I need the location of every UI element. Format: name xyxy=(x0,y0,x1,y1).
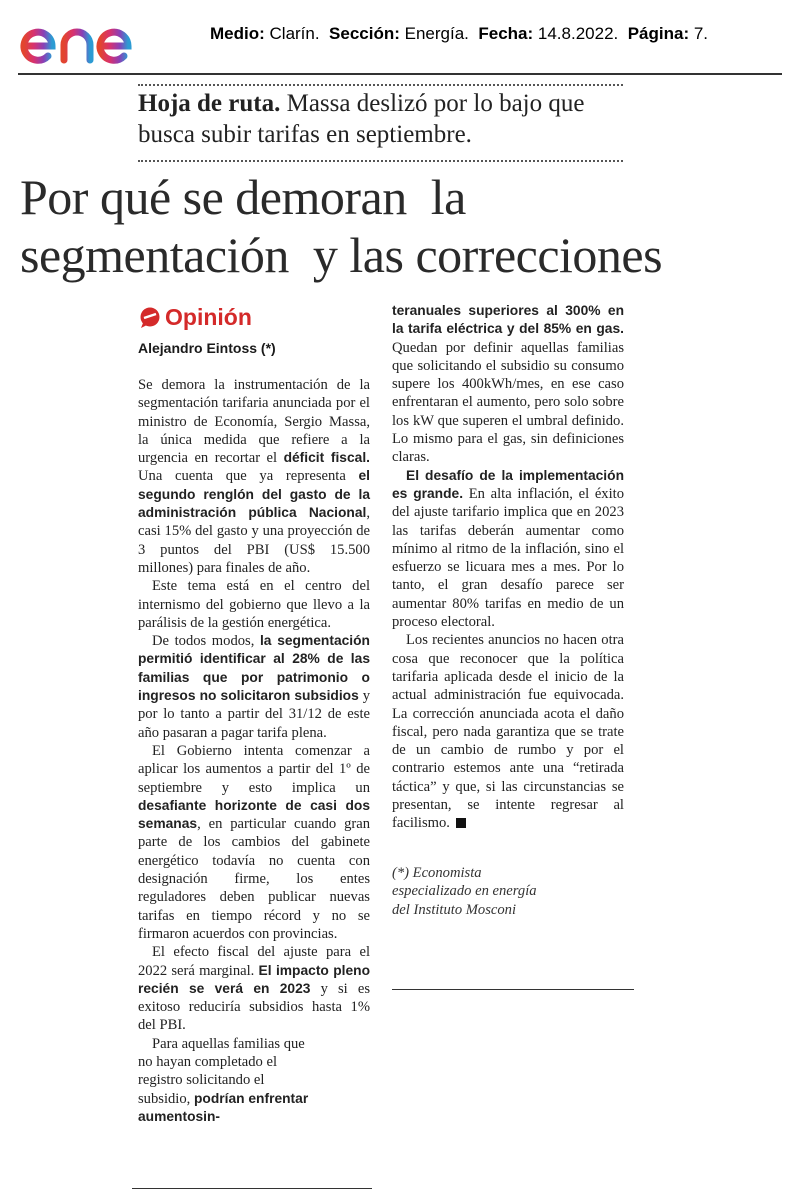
paragraph: El Gobierno intenta comenzar a aplicar los aumentos a partir del 1º de septiembre y esto implica un desafiante horizonte de casi dos semanas, en particular cuando gran parte de los cambios del gabinete energético todavía no cuenta con designación firme, los entes reguladores deben publicar nuevas tarifas en tiempo récord y no se firmaron acuerdos con provincias. xyxy=(138,742,370,942)
column-1-end-rule xyxy=(132,1188,372,1189)
paragraph: Este tema está en el centro del internismo del gobierno que llevo a la parálisis de la gestión energética. xyxy=(138,578,370,631)
kicker xyxy=(138,88,623,150)
paragraph: El desafío de la implementación es grande. En alta inflación, el éxito del ajuste tarifario implica que en 2023 las tarifas deberán aumentar como mínimo al ritmo de la inflación, sino el esfuerzo se licuara mes a mes. Por lo tanto, el gran desafío parece ser aumentar 80% tarifas en medio de un proceso electoral. xyxy=(392,467,624,631)
section-label: Opinión xyxy=(138,302,252,332)
column-1 xyxy=(138,376,370,1126)
kicker-lead: Hoja de ruta. xyxy=(138,90,281,117)
headline: Por qué se demoran la segmentación y las correcciones xyxy=(20,169,663,283)
column-2 xyxy=(392,302,624,833)
paragraph: Los recientes anuncios no hacen otra cosa que reconocer que la política tarifaria aplicada desde el inicio de la actual administración fue equivocada. La corrección anunciada acota el daño fiscal, pero nada garantiza que se trate de un cambio de rumbo y por el contrario estemos ante una “retirada táctica” y que, si las circunstancias se presentan, se intente regresar al facilismo. xyxy=(392,632,624,832)
paragraph: De todos modos, la segmentación permitió identificar al 28% de las familias que por patrimonio o ingresos no solicitaron subsidios y por lo tanto a partir del 31/12 de este año pasaran a pagar tarifa plena. xyxy=(138,633,370,741)
author-footnote: (*) Economista especializado en energía del Instituto Mosconi xyxy=(392,865,537,918)
enel-logo xyxy=(18,8,170,66)
paragraph: El efecto fiscal del ajuste para el 2022 será marginal. El impacto pleno recién se verá en 2023 y si es exitoso reduciría subsidios hasta 1% del PBI. xyxy=(138,944,371,1034)
opinion-bubble-icon xyxy=(138,305,162,329)
paragraph: Se demora la instrumentación de la segmentación tarifaria anunciada por el ministro de Economía, Sergio Massa, la única medida que refiere a la urgencia en recortar el déficit fiscal. Una cuenta que ya representa el segundo renglón del gasto de la administración pública Nacional, casi 15% del gasto y una proyección de 3 puntos del PBI (US$ 15.500 millones) para finales de año. xyxy=(138,377,370,576)
kicker-top-dots xyxy=(138,84,623,86)
paragraph: Para aquellas familias que no hayan completado el registro solicitando el subsidio, podrían enfrentar aumentosin- xyxy=(138,1035,309,1124)
column-2-end-rule xyxy=(392,989,634,990)
header-divider xyxy=(18,73,782,75)
kicker-text: Massa deslizó por lo bajo que busca subir tarifas en septiembre. xyxy=(138,90,585,148)
kicker-bottom-dots xyxy=(138,160,623,162)
end-mark-icon xyxy=(456,818,466,828)
author-byline: Alejandro Eintoss (*) xyxy=(138,340,276,356)
paragraph: teranuales superiores al 300% en la tarifa eléctrica y del 85% en gas. Quedan por definir aquellas familias que solicitando el subsidio su consumo supere los 400kWh/mes, en ese caso enfrentaran el aumento, pero solo sobre los kW que superen el umbral definido. Lo mismo para el gas, sin definiciones claras. xyxy=(392,303,624,466)
press-clipping-meta: Medio: Clarín. Sección: Energía. Fecha: 14.8.2022. Página: 7. xyxy=(210,24,709,43)
